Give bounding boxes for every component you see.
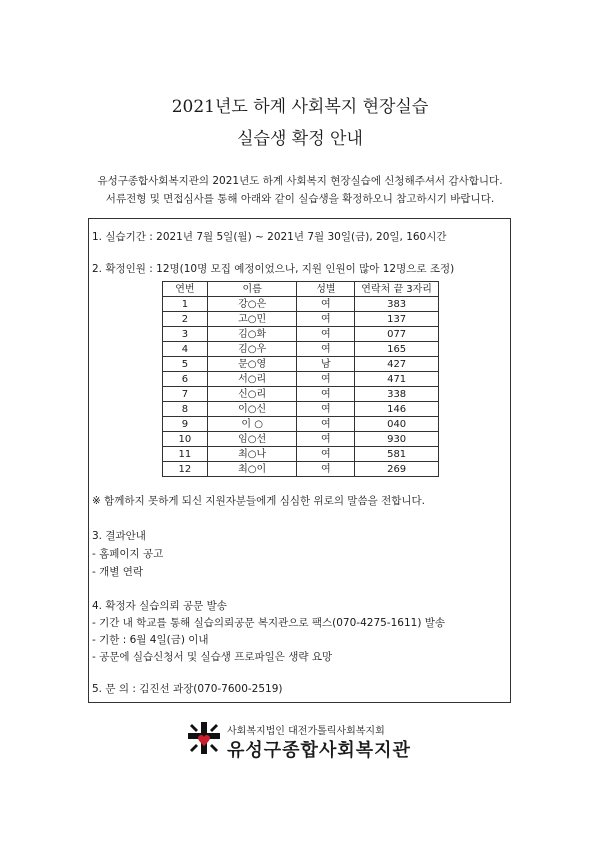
cell-contact: 146 xyxy=(355,402,439,417)
intro-line-2: 서류전형 및 면접심사를 통해 아래와 같이 실습생을 확정하오니 참고하시기 바랍니다. xyxy=(105,193,495,205)
section-results-title: 3. 결과안내 xyxy=(92,530,146,542)
trainee-table xyxy=(162,281,439,477)
cell-name: 문○영 xyxy=(207,357,297,372)
table-row xyxy=(163,447,439,462)
cell-gender: 여 xyxy=(297,372,355,387)
table-row xyxy=(163,357,439,372)
table-row xyxy=(163,432,439,447)
section-inquiry: 5. 문 의 : 김진선 과장(070-7600-2519) xyxy=(92,683,283,695)
cell-name: 신○리 xyxy=(207,387,297,402)
org-name: 유성구종합사회복지관 xyxy=(227,740,411,761)
header-number: 연번 xyxy=(163,282,208,297)
document-title: 2021년도 하계 사회복지 현장실습 xyxy=(171,97,429,117)
header-contact: 연락처 끝 3자리 xyxy=(355,282,439,297)
cell-number: 5 xyxy=(163,357,208,372)
cell-contact: 338 xyxy=(355,387,439,402)
cell-gender: 여 xyxy=(297,327,355,342)
cell-name: 서○리 xyxy=(207,372,297,387)
results-item-contact: - 개별 연락 xyxy=(92,566,144,578)
cell-number: 2 xyxy=(163,312,208,327)
cell-gender: 여 xyxy=(297,462,355,477)
caritas-cross-logo-icon xyxy=(186,720,222,756)
cell-number: 1 xyxy=(163,297,208,312)
cell-gender: 여 xyxy=(297,312,355,327)
table-row xyxy=(163,462,439,477)
header-name: 이름 xyxy=(207,282,297,297)
cell-contact: 077 xyxy=(355,327,439,342)
cell-number: 3 xyxy=(163,327,208,342)
cell-gender: 여 xyxy=(297,387,355,402)
cell-contact: 165 xyxy=(355,342,439,357)
cell-gender: 여 xyxy=(297,342,355,357)
section-confirmed: 2. 확정인원 : 12명(10명 모집 예정이었으나, 지원 인원이 많아 12명으로 조정) xyxy=(92,263,455,275)
cell-number: 8 xyxy=(163,402,208,417)
cell-contact: 269 xyxy=(355,462,439,477)
table-row xyxy=(163,342,439,357)
table-row xyxy=(163,402,439,417)
section-period: 1. 실습기간 : 2021년 7월 5일(월) ~ 2021년 7월 30일(금), 20일, 160시간 xyxy=(92,231,447,243)
cell-number: 11 xyxy=(163,447,208,462)
cell-number: 6 xyxy=(163,372,208,387)
cell-gender: 여 xyxy=(297,417,355,432)
cell-contact: 930 xyxy=(355,432,439,447)
cell-contact: 581 xyxy=(355,447,439,462)
cell-contact: 427 xyxy=(355,357,439,372)
condolence-note: ※ 함께하지 못하게 되신 지원자분들에게 심심한 위로의 말씀을 전합니다. xyxy=(92,495,425,507)
cell-name: 이 ○ xyxy=(207,417,297,432)
cell-name: 고○민 xyxy=(207,312,297,327)
section-official-letter-title: 4. 확정자 실습의뢰 공문 발송 xyxy=(92,600,227,612)
cell-contact: 040 xyxy=(355,417,439,432)
header-gender: 성별 xyxy=(297,282,355,297)
cell-gender: 여 xyxy=(297,447,355,462)
table-row xyxy=(163,312,439,327)
cell-contact: 137 xyxy=(355,312,439,327)
table-row xyxy=(163,297,439,312)
cell-name: 임○선 xyxy=(207,432,297,447)
cell-contact: 383 xyxy=(355,297,439,312)
document-subtitle: 실습생 확정 안내 xyxy=(237,129,363,149)
cell-number: 4 xyxy=(163,342,208,357)
cell-contact: 471 xyxy=(355,372,439,387)
cell-name: 김○우 xyxy=(207,342,297,357)
table-row xyxy=(163,417,439,432)
cell-name: 강○은 xyxy=(207,297,297,312)
table-row xyxy=(163,387,439,402)
cell-gender: 여 xyxy=(297,402,355,417)
intro-line-1: 유성구종합사회복지관의 2021년도 하계 사회복지 현장실습에 신청해주셔서 감사합니다. xyxy=(97,175,503,187)
letter-item-deadline: - 기한 : 6월 4일(금) 이내 xyxy=(92,634,209,646)
cell-name: 김○화 xyxy=(207,327,297,342)
cell-number: 9 xyxy=(163,417,208,432)
cell-number: 7 xyxy=(163,387,208,402)
cell-number: 10 xyxy=(163,432,208,447)
letter-item-omit: - 공문에 실습신청서 및 실습생 프로파일은 생략 요망 xyxy=(92,651,333,663)
cell-number: 12 xyxy=(163,462,208,477)
cell-gender: 여 xyxy=(297,297,355,312)
cell-name: 최○나 xyxy=(207,447,297,462)
org-parent-name: 사회복지법인 대전가톨릭사회복지회 xyxy=(227,726,385,737)
cell-gender: 남 xyxy=(297,357,355,372)
table-header-row xyxy=(163,282,439,297)
cell-gender: 여 xyxy=(297,432,355,447)
results-item-homepage: - 홈페이지 공고 xyxy=(92,548,164,560)
table-row xyxy=(163,372,439,387)
table-row xyxy=(163,327,439,342)
cell-name: 최○이 xyxy=(207,462,297,477)
letter-item-fax: - 기간 내 학교를 통해 실습의뢰공문 복지관으로 팩스(070-4275-1611) 발송 xyxy=(92,617,446,629)
cell-name: 이○신 xyxy=(207,402,297,417)
